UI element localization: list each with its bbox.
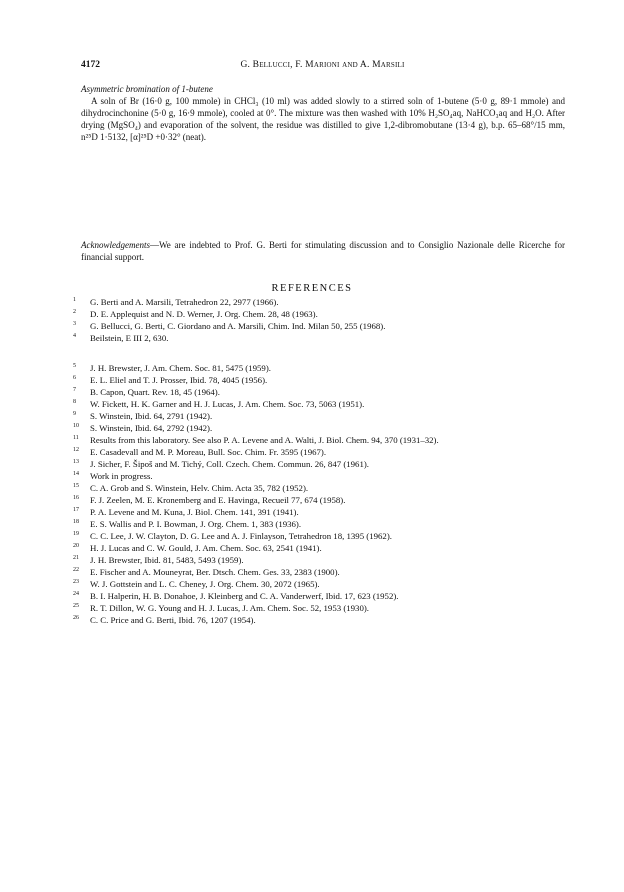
reference-text: Work in progress. xyxy=(90,471,153,481)
reference-text: J. H. Brewster, Ibid. 81, 5483, 5493 (1959). xyxy=(90,555,244,565)
reference-text: E. S. Wallis and P. I. Bowman, J. Org. Chem. 1, 383 (1936). xyxy=(90,519,302,529)
reference-item xyxy=(73,506,573,518)
reference-number: 20 xyxy=(73,543,79,549)
reference-item xyxy=(73,602,573,614)
reference-item xyxy=(73,434,573,446)
reference-number: 19 xyxy=(73,531,79,537)
reference-text: J. H. Brewster, J. Am. Chem. Soc. 81, 5475 (1959). xyxy=(90,363,271,373)
reference-text: Results from this laboratory. See also P. A. Levene and A. Walti, J. Biol. Chem. 94, 370 (1931–32). xyxy=(90,435,439,445)
page-number: 4172 xyxy=(81,60,100,70)
reference-list-a xyxy=(73,296,573,344)
reference-list-b xyxy=(73,362,573,626)
reference-number: 15 xyxy=(73,483,79,489)
reference-item xyxy=(73,410,573,422)
reference-number: 7 xyxy=(73,387,76,393)
reference-number: 14 xyxy=(73,471,79,477)
reference-item xyxy=(73,320,573,332)
reference-number: 23 xyxy=(73,579,79,585)
reference-number: 21 xyxy=(73,555,79,561)
reference-number: 4 xyxy=(73,333,76,339)
running-head-authors: G. Bellucci, F. Marioni and A. Marsili xyxy=(240,60,405,70)
reference-text: D. E. Applequist and N. D. Werner, J. Org. Chem. 28, 48 (1963). xyxy=(90,309,318,319)
reference-number: 13 xyxy=(73,459,79,465)
reference-item xyxy=(73,590,573,602)
reference-number: 1 xyxy=(73,297,76,303)
reference-number: 6 xyxy=(73,375,76,381)
reference-item xyxy=(73,362,573,374)
reference-item xyxy=(73,386,573,398)
reference-item xyxy=(73,332,573,344)
procedure-section xyxy=(81,83,565,143)
procedure-paragraph: A soln of Br (16·0 g, 100 mmole) in CHCl₃ (10 ml) was added slowly to a stirred soln of 1-butene (5·0 g, 89·1 mmole) and dihydrocinchonine (5·0 g, 16·9 mmole), cooled at 0°. The mixture was then washed with 10% H₂SO₄aq, NaHCO₃aq and H₂O. After drying (MgSO₄) and evaporation of the solvent, the residue was distilled to give 1,2-dibromobutane (13·4 g), b.p. 65–68°/15 mm, n²⁵D 1·5132, [α]²⁵D +0·32° (neat). xyxy=(81,96,565,142)
reference-item xyxy=(73,494,573,506)
reference-item xyxy=(73,374,573,386)
reference-item xyxy=(73,398,573,410)
reference-number: 10 xyxy=(73,423,79,429)
reference-number: 26 xyxy=(73,615,79,621)
reference-text: R. T. Dillon, W. G. Young and H. J. Lucas, J. Am. Chem. Soc. 52, 1953 (1930). xyxy=(90,603,369,613)
reference-number: 17 xyxy=(73,507,79,513)
reference-item xyxy=(73,308,573,320)
reference-item xyxy=(73,614,573,626)
reference-number: 22 xyxy=(73,567,79,573)
references-title: REFERENCES xyxy=(271,283,353,294)
running-head xyxy=(81,58,564,72)
reference-item xyxy=(73,446,573,458)
reference-text: C. C. Lee, J. W. Clayton, D. G. Lee and A. J. Finlayson, Tetrahedron 18, 1395 (1962). xyxy=(90,531,392,541)
reference-number: 9 xyxy=(73,411,76,417)
reference-number: 16 xyxy=(73,495,79,501)
reference-text: B. I. Halperin, H. B. Donahoe, J. Kleinberg and C. A. Vanderwerf, Ibid. 17, 623 (1952). xyxy=(90,591,399,601)
reference-item xyxy=(73,296,573,308)
reference-text: G. Bellucci, G. Berti, C. Giordano and A. Marsili, Chim. Ind. Milan 50, 255 (1968). xyxy=(90,321,386,331)
reference-text: S. Winstein, Ibid. 64, 2792 (1942). xyxy=(90,423,213,433)
reference-text: E. L. Eliel and T. J. Prosser, Ibid. 78, 4045 (1956). xyxy=(90,375,268,385)
reference-text: C. C. Price and G. Berti, Ibid. 76, 1207 (1954). xyxy=(90,615,256,625)
reference-text: W. J. Gottstein and L. C. Cheney, J. Org. Chem. 30, 2072 (1965). xyxy=(90,579,320,589)
reference-item xyxy=(73,518,573,530)
reference-number: 18 xyxy=(73,519,79,525)
reference-item xyxy=(73,458,573,470)
acknowledgements-paragraph xyxy=(81,239,565,263)
reference-number: 25 xyxy=(73,603,79,609)
acknowledgements-text: —We are indebted to Prof. G. Berti for stimulating discussion and to Consiglio Nazionale delle Ricerche for financial support. xyxy=(81,240,565,262)
acknowledgements-lead: Acknowledgements xyxy=(81,240,150,250)
reference-text: E. Casadevall and M. P. Moreau, Bull. Soc. Chim. Fr. 3595 (1967). xyxy=(90,447,327,457)
reference-item xyxy=(73,554,573,566)
reference-text: B. Capon, Quart. Rev. 18, 45 (1964). xyxy=(90,387,220,397)
reference-text: H. J. Lucas and C. W. Gould, J. Am. Chem. Soc. 63, 2541 (1941). xyxy=(90,543,322,553)
reference-number: 11 xyxy=(73,435,79,441)
reference-number: 12 xyxy=(73,447,79,453)
reference-number: 8 xyxy=(73,399,76,405)
reference-text: J. Sicher, F. Šipoš and M. Tichý, Coll. Czech. Chem. Commun. 26, 847 (1961). xyxy=(90,459,369,469)
reference-item xyxy=(73,566,573,578)
reference-text: P. A. Levene and M. Kuna, J. Biol. Chem. 141, 391 (1941). xyxy=(90,507,299,517)
reference-number: 3 xyxy=(73,321,76,327)
section-heading: Asymmetric bromination of 1-butene xyxy=(81,84,213,94)
reference-number: 24 xyxy=(73,591,79,597)
reference-text: Beilstein, E III 2, 630. xyxy=(90,333,169,343)
reference-number: 2 xyxy=(73,309,76,315)
reference-number: 5 xyxy=(73,363,76,369)
reference-item xyxy=(73,482,573,494)
reference-item xyxy=(73,530,573,542)
reference-item xyxy=(73,470,573,482)
reference-text: W. Fickett, H. K. Garner and H. J. Lucas, J. Am. Chem. Soc. 73, 5063 (1951). xyxy=(90,399,365,409)
reference-item xyxy=(73,578,573,590)
reference-text: S. Winstein, Ibid. 64, 2791 (1942). xyxy=(90,411,213,421)
reference-text: C. A. Grob and S. Winstein, Helv. Chim. Acta 35, 782 (1952). xyxy=(90,483,309,493)
reference-text: G. Berti and A. Marsili, Tetrahedron 22, 2977 (1966). xyxy=(90,297,279,307)
reference-text: F. J. Zeelen, M. E. Kronemberg and E. Havinga, Recueil 77, 674 (1958). xyxy=(90,495,346,505)
reference-text: E. Fischer and A. Mouneyrat, Ber. Dtsch. Chem. Ges. 33, 2383 (1900). xyxy=(90,567,340,577)
reference-item xyxy=(73,422,573,434)
reference-item xyxy=(73,542,573,554)
